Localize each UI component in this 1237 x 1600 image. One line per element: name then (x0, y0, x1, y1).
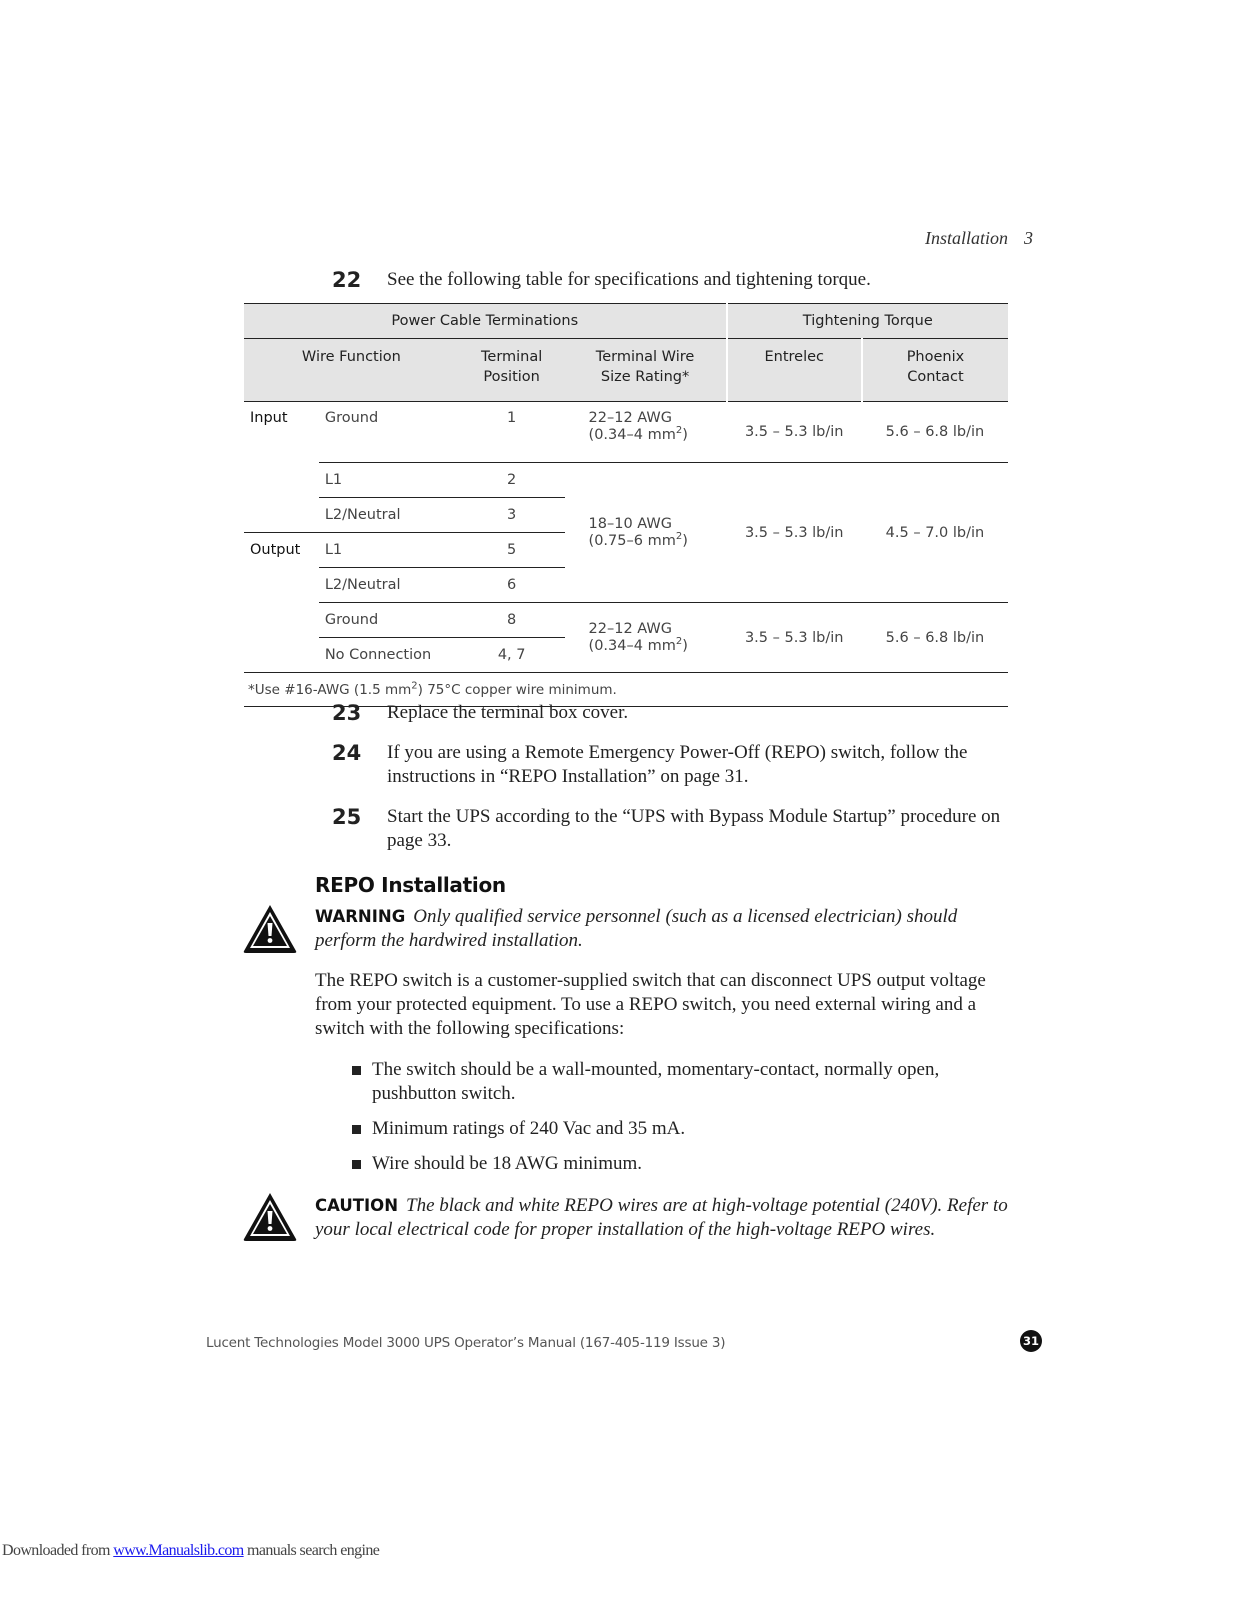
step-25 (332, 805, 1012, 853)
caution-text: The black and white REPO wires are at high-voltage potential (240V). Refer to your local electrical code for proper installation of the high-voltage REPO wires. (315, 1195, 1008, 1240)
table-footnote: *Use #16-AWG (1.5 $mm^2$) 75°C copper wire minimum. (244, 673, 1008, 707)
row-function: L2/Neutral (319, 498, 459, 533)
table-row (244, 463, 1008, 498)
step-number: 23 (332, 701, 362, 725)
table-column-header-row (244, 339, 1008, 402)
page-number-badge: 31 (1020, 1330, 1042, 1352)
phoenix-torque: 5.6 – 6.8 lb/in (862, 402, 1008, 463)
step-24 (332, 741, 1012, 789)
list-item: The switch should be a wall-mounted, momentary-contact, normally open, pushbutton switch. (350, 1058, 1010, 1106)
row-function: L1 (319, 463, 459, 498)
row-position: 4, 7 (497, 647, 526, 663)
row-function: No Connection (324, 647, 432, 663)
col-header-wire-function: Wire Function (244, 339, 459, 402)
download-source-line: Downloaded from www.Manualslib.com manuals search engine (2, 1542, 380, 1559)
row-function: Ground (319, 603, 459, 638)
entrelec-torque: 3.5 – 5.3 lb/in (727, 463, 862, 603)
group-header-torque: Tightening Torque (727, 304, 1008, 339)
output-label: Output (250, 542, 301, 559)
caution-keyword: CAUTION (315, 1196, 398, 1215)
caution-triangle-icon (242, 1191, 298, 1243)
manualslib-link[interactable]: www.Manualslib.com (113, 1542, 244, 1559)
col-header-phoenix: Phoenix Contact (862, 339, 1008, 402)
step-text: Replace the terminal box cover. (387, 702, 629, 723)
col-header-entrelec: Entrelec (727, 339, 862, 402)
caution-notice (315, 1194, 1015, 1242)
header-page-number: 3 (1024, 228, 1033, 248)
size-rating-cell: 22–12 AWG (0.34–4 $mm^2$) (565, 402, 727, 463)
row-position: 1 (459, 402, 565, 463)
row-position: 6 (507, 577, 517, 593)
bullet-square-icon (352, 1125, 361, 1134)
table-row (244, 402, 1008, 463)
size-rating-cell: 18–10 AWG (0.75–6 $mm^2$) (565, 463, 727, 603)
table-row (244, 603, 1008, 638)
row-position: 8 (459, 603, 565, 638)
input-label: Input (250, 410, 288, 426)
footer-manual-title: Lucent Technologies Model 3000 UPS Operator’s Manual (167-405-119 Issue 3) (206, 1335, 726, 1351)
step-text: See the following table for specifications and tightening torque. (387, 269, 871, 290)
step-number: 24 (332, 741, 362, 765)
entrelec-torque: 3.5 – 5.3 lb/in (727, 402, 862, 463)
row-function: L2/Neutral (324, 577, 401, 593)
group-header-power-cable: Power Cable Terminations (244, 304, 727, 339)
step-text: If you are using a Remote Emergency Power-Off (REPO) switch, follow the instructions in “REPO Installation” on page 31. (387, 742, 968, 787)
bullet-square-icon (352, 1066, 361, 1075)
table-group-header-row (244, 304, 1008, 339)
list-item: Wire should be 18 AWG minimum. (350, 1152, 1010, 1176)
step-number: 22 (332, 268, 362, 292)
phoenix-torque: 5.6 – 6.8 lb/in (862, 603, 1008, 673)
size-rating-cell: 22–12 AWG (0.34–4 $mm^2$) (565, 603, 727, 673)
warning-keyword: WARNING (315, 907, 406, 926)
bullet-square-icon (352, 1160, 361, 1169)
warning-text: Only qualified service personnel (such as a licensed electrician) should perform the hardwired installation. (315, 906, 958, 951)
warning-notice (315, 905, 1015, 953)
step-text: Start the UPS according to the “UPS with Bypass Module Startup” procedure on page 33. (387, 806, 1001, 851)
spec-bullet-list (350, 1058, 1010, 1187)
row-position: 3 (459, 498, 565, 533)
col-header-terminal-size: Terminal Wire Size Rating* (565, 339, 727, 402)
list-item: Minimum ratings of 240 Vac and 35 mA. (350, 1117, 1010, 1141)
row-function: L1 (319, 533, 459, 568)
phoenix-torque: 4.5 – 7.0 lb/in (862, 463, 1008, 603)
step-23 (332, 701, 1012, 725)
warning-triangle-icon (242, 903, 298, 955)
col-header-terminal-position: Terminal Position (459, 339, 565, 402)
section-title: REPO Installation (315, 873, 506, 897)
repo-description: The REPO switch is a customer-supplied switch that can disconnect UPS output voltage from your protected equipment. To use a REPO switch, you need external wiring and a switch with the following specifications: (315, 970, 986, 1039)
power-cable-terminations-table (244, 303, 1008, 707)
step-number: 25 (332, 805, 362, 829)
row-position: 2 (459, 463, 565, 498)
running-header (925, 228, 1033, 249)
entrelec-torque: 3.5 – 5.3 lb/in (727, 603, 862, 673)
header-section: Installation (924, 228, 1008, 248)
step-22 (332, 268, 1012, 292)
row-position: 5 (459, 533, 565, 568)
row-function: Ground (319, 402, 459, 463)
